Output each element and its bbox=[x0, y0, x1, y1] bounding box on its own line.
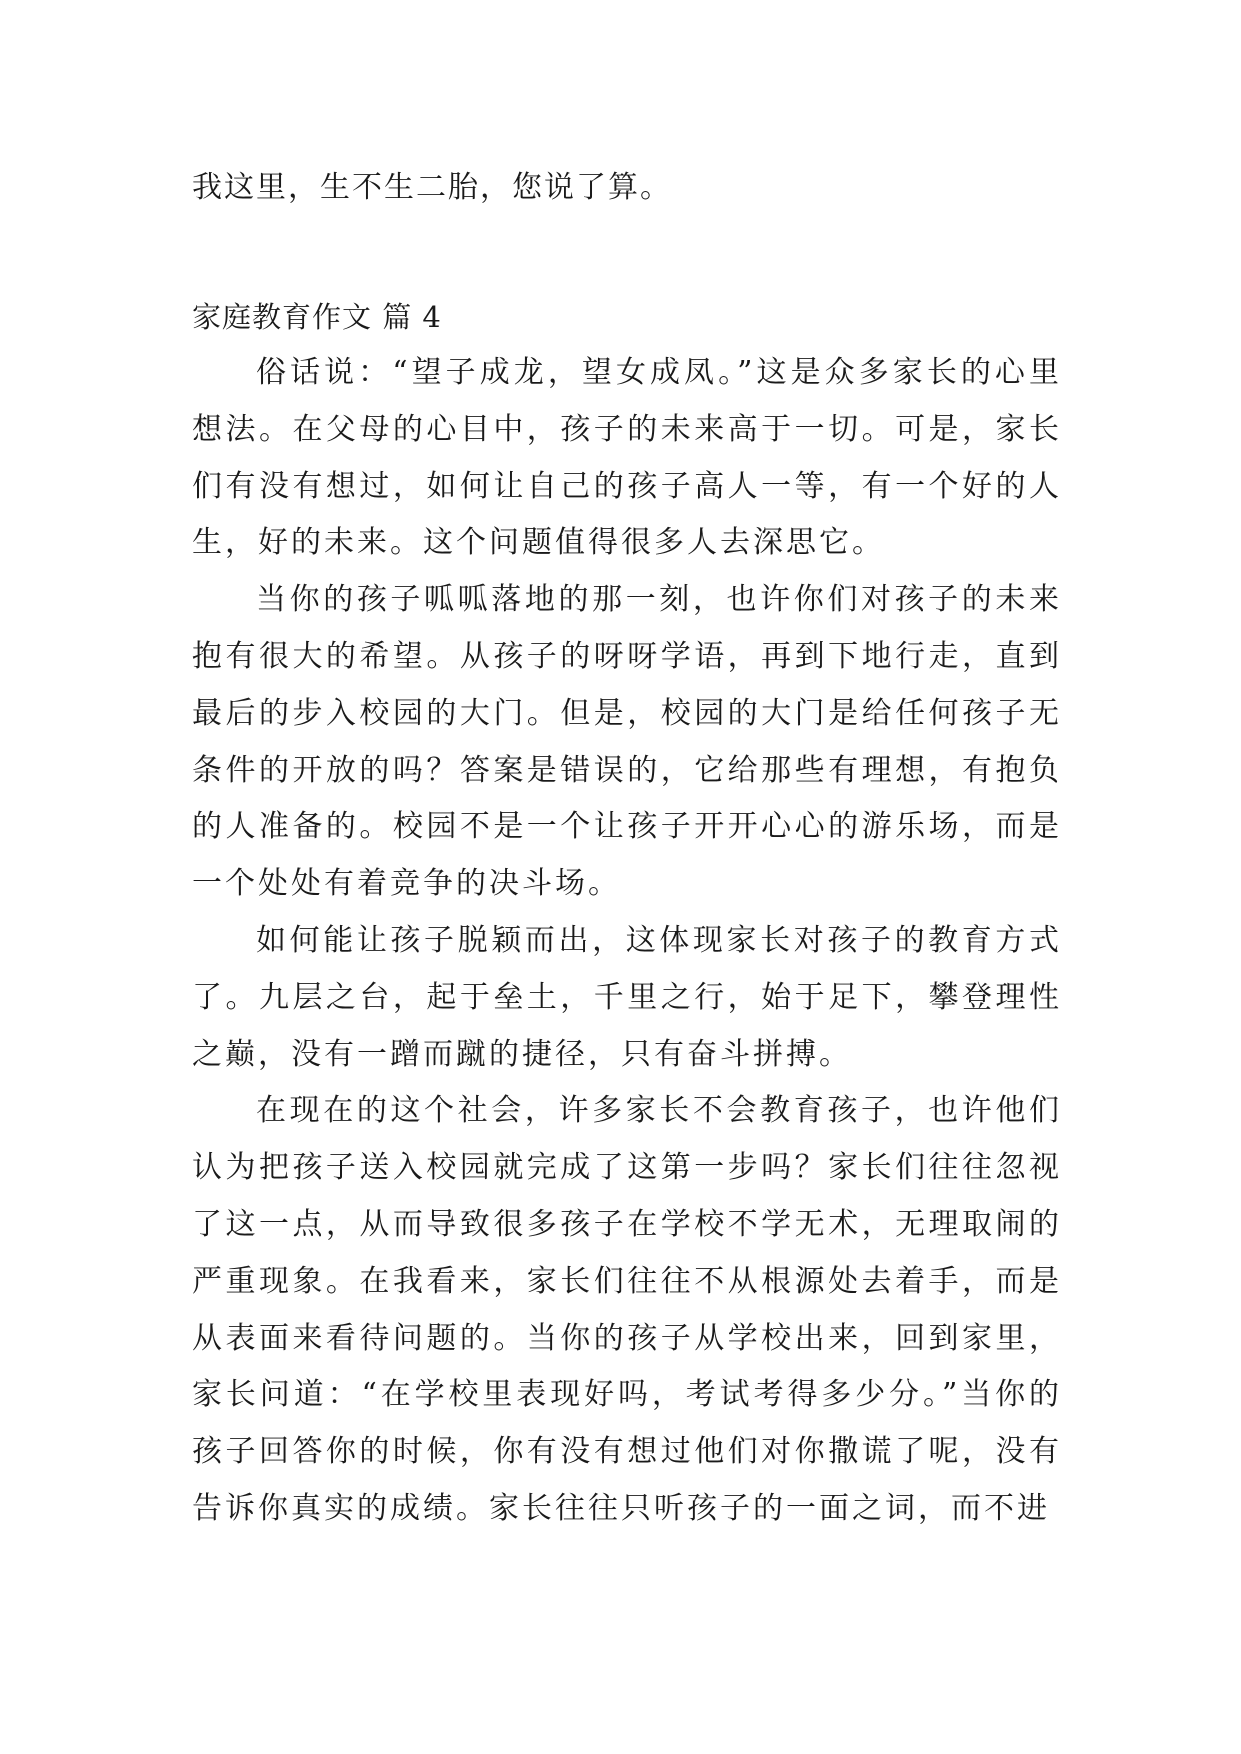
document-body bbox=[192, 160, 1062, 1538]
section-title: 家庭教育作文 篇 4 bbox=[192, 300, 442, 334]
continuation-line: 我这里，生不生二胎，您说了算。 bbox=[192, 170, 672, 205]
paragraph-2: 当你的孩子呱呱落地的那一刻，也许你们对孩子的未来抱有很大的希望。从孩子的呀呀学语，再到下地行走，直到最后的步入校园的大门。但是，校园的大门是给任何孩子无条件的开放的吗？答案是错误的，它给那些有理想，有抱负的人准备的。校园不是一个让孩子开开心心的游乐场，而是一个处处有着竞争的决斗场。 bbox=[192, 582, 1062, 902]
paragraph-3: 如何能让孩子脱颖而出，这体现家长对孩子的教育方式了。九层之台，起于垒土，千里之行，始于足下，攀登理性之巅，没有一蹭而蹴的捷径，只有奋斗拼搏。 bbox=[192, 922, 1062, 1072]
paragraph-1: 俗话说：“望子成龙，望女成凤。”这是众多家长的心里想法。在父母的心目中，孩子的未来高于一切。可是，家长们有没有想过，如何让自己的孩子高人一等，有一个好的人生，好的未来。这个问题值得很多人去深思它。 bbox=[192, 355, 1062, 561]
paragraph-4: 在现在的这个社会，许多家长不会教育孩子，也许他们认为把孩子送入校园就完成了这第一步吗？家长们往往忽视了这一点，从而导致很多孩子在学校不学无术，无理取闹的严重现象。在我看来，家长们往往不从根源处去着手，而是从表面来看待问题的。当你的孩子从学校出来，回到家里，家长问道：“在学校里表现好吗，考试考得多少分。”当你的孩子回答你的时候，你有没有想过他们对你撒谎了呢，没有告诉你真实的成绩。家长往往只听孩子的一面之词，而不进 bbox=[192, 1093, 1062, 1526]
